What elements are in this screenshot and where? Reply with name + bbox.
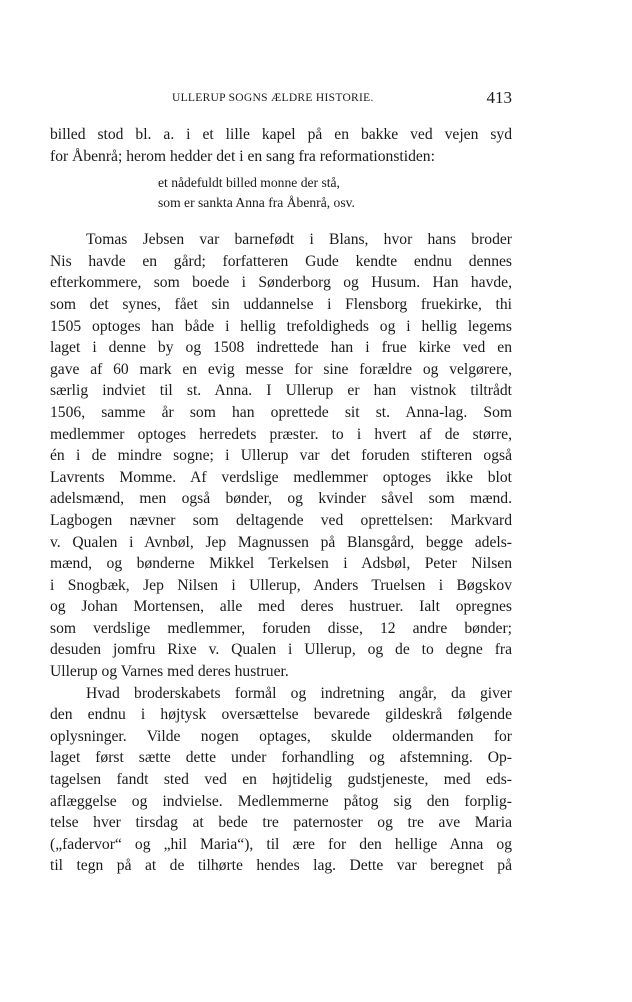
paragraph-broderskab: [50, 683, 512, 877]
verse-line: et nådefuldt billed monne der stå,: [158, 175, 340, 191]
paragraph-tomas-jebsen: [50, 229, 512, 682]
text-line: til tegn på at de tilhørte hendes lag. Dette var beregnet på: [50, 857, 512, 875]
text-line: som det synes, fået sin uddannelse i Flensborg fruekirke, thi: [50, 295, 512, 313]
text-line: aflæggelse og indvielse. Medlemmerne påtog sig den forplig-: [50, 792, 512, 810]
verse-line: som er sankta Anna fra Åbenrå, osv.: [158, 195, 355, 211]
text-line: („fadervor“ og „hil Maria“), til ære for den hellige Anna og: [50, 835, 512, 853]
text-line: gave af 60 mark en evig messe for sine forældre og velgørere,: [50, 360, 512, 378]
text-line: 1505 optoges han både i hellig trefoldigheds og i hellig legems: [50, 317, 512, 335]
text-line: medlemmer optoges herredets præster. to i hvert af de større,: [50, 425, 512, 443]
text-line: laget i denne by og 1508 indrettede han i frue kirke ved en: [50, 339, 512, 357]
text-line: én i de mindre sogne; i Ullerup var det foruden stifteren også: [50, 447, 512, 465]
text-line: Ullerup og Varnes med deres hustruer.: [50, 663, 289, 681]
text-line: billed stod bl. a. i et lille kapel på en bakke ved vejen syd: [50, 126, 512, 143]
text-line: oplysninger. Vilde nogen optages, skulde oldermanden for: [50, 727, 512, 745]
text-line: 1506, samme år som han oprettede sit st. Anna-lag. Som: [50, 403, 512, 421]
text-line: og Johan Mortensen, alle med deres hustruer. Ialt opregnes: [50, 598, 512, 616]
text-line: for Åbenrå; herom hedder det i en sang fra reformationstiden:: [50, 147, 435, 165]
verse-quote: [158, 173, 478, 213]
text-line: Tomas Jebsen var barnefødt i Blans, hvor hans broder: [86, 231, 512, 249]
text-line: v. Qualen i Avnbøl, Jep Magnussen på Blansgård, begge adels-: [50, 533, 512, 551]
running-head: ULLERUP SOGNS ÆLDRE HISTORIE.: [172, 92, 374, 104]
text-line: Hvad broderskabets formål og indretning angår, da giver: [86, 684, 512, 702]
text-line: laget først sætte dette under forhandling og afstemning. Op-: [50, 749, 512, 767]
page-number: 413: [486, 88, 512, 107]
text-line: Lagbogen nævner som deltagende ved oprettelsen: Markvard: [50, 511, 512, 529]
text-line: Lavrents Momme. Af verdslige medlemmer optoges ikke blot: [50, 468, 512, 486]
text-line: telse hver tirsdag at bede tre paternoster og tre ave Maria: [50, 814, 512, 832]
text-line: adelsmænd, men også bønder, og kvinder såvel som mænd.: [50, 490, 512, 508]
text-line: særlig indviet til st. Anna. I Ullerup er han vistnok tiltrådt: [50, 382, 512, 400]
body-text: [50, 124, 512, 877]
intro-block: [50, 124, 512, 167]
page-header: [50, 88, 512, 112]
text-line: desuden jomfru Rixe v. Qualen i Ullerup, og de to degne fra: [50, 641, 512, 659]
text-line: den endnu i højtysk oversættelse bevarede gildeskrå følgende: [50, 706, 512, 724]
text-line: tagelsen fandt sted ved en højtidelig gudstjeneste, med eds-: [50, 771, 512, 789]
text-line: efterkommere, som boede i Sønderborg og Husum. Han havde,: [50, 274, 512, 292]
text-line: mænd, og bønderne Mikkel Terkelsen i Adsbøl, Peter Nilsen: [50, 555, 512, 573]
text-line: i Snogbæk, Jep Nilsen i Ullerup, Anders Truelsen i Bøgskov: [50, 576, 512, 594]
text-line: Nis havde en gård; forfatteren Gude kendte endnu dennes: [50, 252, 512, 270]
text-line: som verdslige medlemmer, foruden disse, 12 andre bønder;: [50, 619, 512, 637]
